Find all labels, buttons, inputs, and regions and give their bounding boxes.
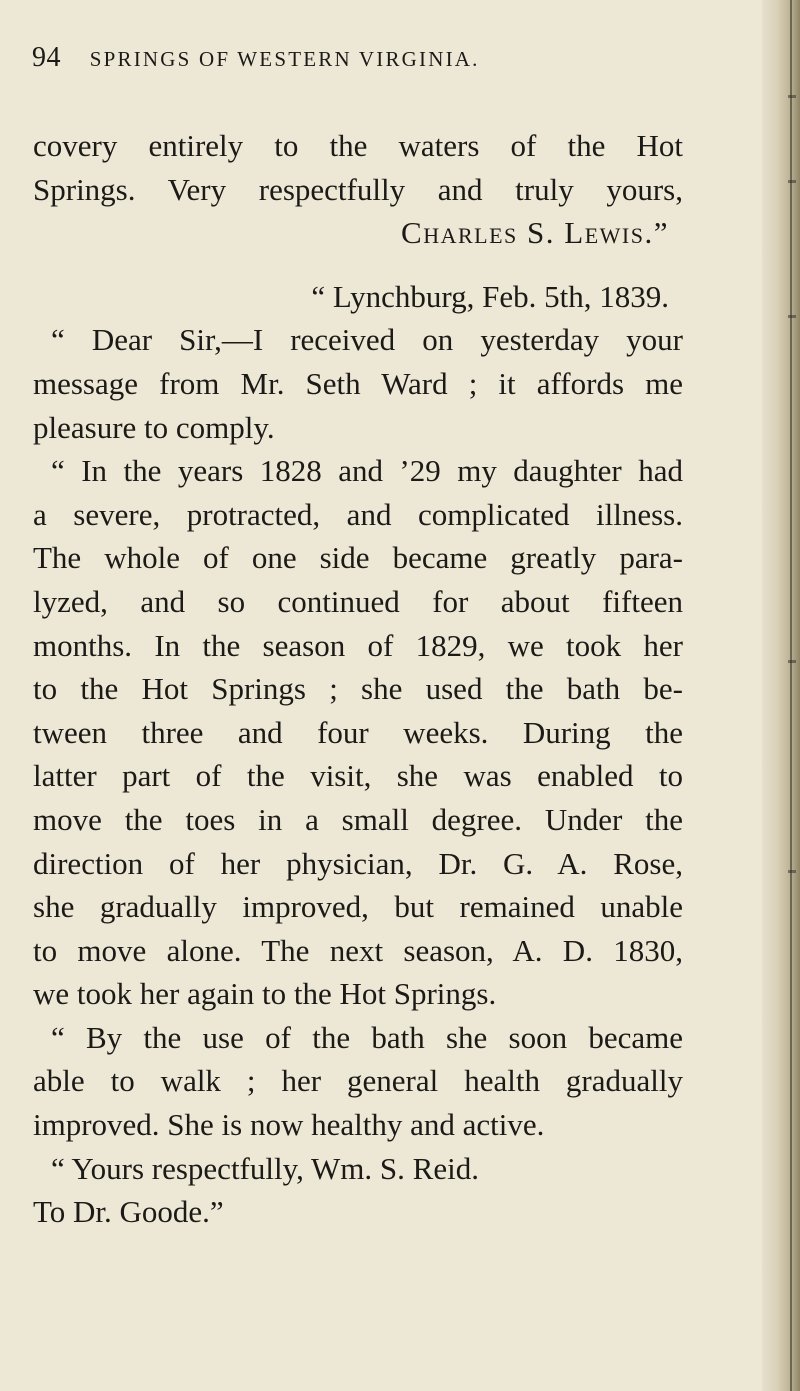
dateline: “ Lynchburg, Feb. 5th, 1839. — [311, 278, 669, 314]
page-header — [32, 42, 732, 74]
text-line: covery entirely to the waters of the Hot — [33, 128, 683, 163]
text-line: “ Dear Sir,—I received on yesterday your — [51, 322, 683, 358]
text-line: tween three and four weeks. During the — [33, 714, 683, 750]
text-line: a severe, protracted, and complicated illness. — [33, 496, 683, 532]
text-line: she gradually improved, but remained unable — [33, 889, 683, 925]
text-line: to move alone. The next season, A. D. 1830, — [33, 932, 683, 968]
text-line: “ By the use of the bath she soon became — [51, 1019, 683, 1055]
text-line: pleasure to comply. — [33, 409, 275, 445]
text-line: lyzed, and so continued for about fifteen — [33, 583, 683, 619]
text-line: direction of her physician, Dr. G. A. Rose, — [33, 845, 683, 881]
page-edge-mark — [788, 660, 796, 663]
text-line: we took her again to the Hot Springs. — [33, 976, 497, 1012]
addressee-line: To Dr. Goode.” — [33, 1194, 224, 1230]
text-line: “ In the years 1828 and ’29 my daughter had — [51, 453, 683, 489]
text-line: Springs. Very respectfully and truly yours, — [33, 171, 683, 207]
text-line: improved. She is now healthy and active. — [33, 1107, 545, 1143]
text-line: to the Hot Springs ; she used the bath be- — [33, 671, 683, 707]
text-line: message from Mr. Seth Ward ; it affords me — [33, 365, 683, 401]
text-line: move the toes in a small degree. Under the — [33, 801, 683, 837]
page-edge-mark — [788, 95, 796, 98]
text-line: The whole of one side became greatly para- — [33, 540, 683, 576]
text-line: months. In the season of 1829, we took her — [33, 627, 683, 663]
running-title: SPRINGS OF WESTERN VIRGINIA. — [89, 47, 480, 71]
text-line: able to walk ; her general health gradually — [33, 1063, 683, 1099]
page-edge-mark — [788, 870, 796, 873]
page-edge-line — [790, 0, 792, 1391]
page-number: 94 — [32, 42, 61, 73]
text-line: latter part of the visit, she was enabled to — [33, 758, 683, 794]
page-edge — [762, 0, 800, 1391]
signature-charles-lewis: Charles S. Lewis.” — [401, 215, 669, 251]
page-edge-mark — [788, 180, 796, 183]
signature-wm-reid: “ Yours respectfully, Wm. S. Reid. — [51, 1150, 479, 1186]
page-edge-mark — [788, 315, 796, 318]
page-body — [33, 124, 683, 1234]
